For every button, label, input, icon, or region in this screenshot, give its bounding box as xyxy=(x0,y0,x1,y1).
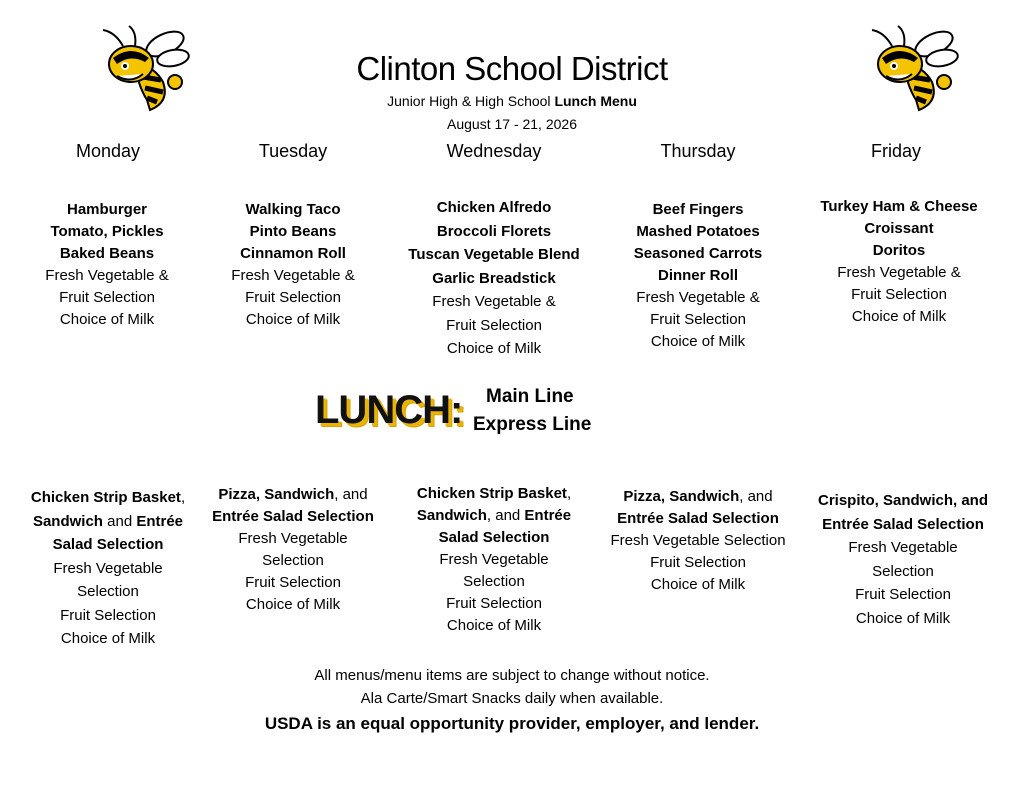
day-header-wednesday: Wednesday xyxy=(446,141,542,161)
express-line-wednesday xyxy=(394,483,594,637)
menu-item: Selection xyxy=(262,552,324,569)
menu-item: Sandwich xyxy=(32,512,103,530)
menu-item: Doritos xyxy=(872,242,926,259)
lunch-banner-word: LUNCH: xyxy=(315,388,463,432)
menu-item: Choice of Milk xyxy=(60,630,156,647)
main-line-label: Main Line xyxy=(486,386,574,407)
menu-item: Entrée xyxy=(524,507,572,524)
menu-item: Entrée Salad Selection xyxy=(822,515,984,533)
menu-item: Chicken Strip Basket xyxy=(416,485,567,502)
menu-item: Fruit Selection xyxy=(650,554,746,571)
menu-item: Chicken Strip Basket xyxy=(30,489,181,506)
menu-item: Mashed Potatoes xyxy=(636,223,760,240)
menu-item: Walking Taco xyxy=(245,201,341,218)
menu-item: Pizza, Sandwich xyxy=(218,486,335,503)
menu-item: Garlic Breadstick xyxy=(432,269,556,287)
menu-item: Entrée xyxy=(136,512,184,530)
menu-item: Cinnamon Roll xyxy=(240,245,346,262)
page-title: Clinton School District xyxy=(356,50,668,87)
menu-item: Pinto Beans xyxy=(249,223,337,240)
menu-item: Fruit Selection xyxy=(650,311,746,328)
menu-item: Beef Fingers xyxy=(652,201,744,218)
main-line-wednesday xyxy=(394,196,594,361)
day-header-tuesday: Tuesday xyxy=(258,141,328,161)
menu-item: Fresh Vegetable Selection xyxy=(610,532,786,549)
menu-item: Choice of Milk xyxy=(650,333,746,350)
subtitle-prefix: Junior High & High School xyxy=(387,93,555,109)
menu-item: Fruit Selection xyxy=(245,574,341,591)
menu-item: Fruit Selection xyxy=(855,586,951,603)
menu-item: Fruit Selection xyxy=(245,289,341,306)
menu-item: Tomato, Pickles xyxy=(50,223,164,240)
menu-item: Fresh Vegetable & xyxy=(636,289,760,306)
menu-item: Entrée Salad Selection xyxy=(212,508,374,525)
menu-item: Fresh Vegetable & xyxy=(45,267,169,284)
menu-item-sep: , xyxy=(180,489,186,506)
menu-item: Fruit Selection xyxy=(60,606,156,624)
menu-item: Broccoli Florets xyxy=(436,222,552,240)
main-line-tuesday xyxy=(193,199,393,331)
main-line-friday xyxy=(799,196,999,328)
menu-item: Fresh Vegetable xyxy=(439,551,549,568)
main-line-thursday xyxy=(598,199,798,353)
menu-item: Turkey Ham & Cheese xyxy=(820,198,978,215)
express-line-label: Express Line xyxy=(473,414,592,435)
menu-item: Hamburger xyxy=(66,201,148,218)
menu-item-sep: , and xyxy=(486,507,525,524)
footer-notice: All menus/menu items are subject to change without notice. xyxy=(314,667,710,684)
menu-item: Chicken Alfredo xyxy=(436,199,552,216)
menu-item-sep: , and xyxy=(739,488,773,505)
menu-item: Fresh Vegetable xyxy=(53,559,163,577)
express-line-tuesday xyxy=(193,484,393,616)
subtitle-bold: Lunch Menu xyxy=(554,93,637,109)
menu-item: Fresh Vegetable xyxy=(848,539,958,556)
menu-item: Dinner Roll xyxy=(657,267,738,284)
menu-item: Seasoned Carrots xyxy=(633,245,763,262)
menu-item-sep: and xyxy=(102,512,137,530)
menu-item: Fresh Vegetable & xyxy=(837,264,961,281)
menu-item: Choice of Milk xyxy=(59,311,155,328)
menu-item: Fresh Vegetable & xyxy=(432,293,556,310)
day-header-monday: Monday xyxy=(75,141,141,161)
menu-item: Baked Beans xyxy=(59,245,155,262)
menu-item: Fruit Selection xyxy=(446,316,542,334)
menu-item-sep: , and xyxy=(334,486,368,503)
day-header-friday: Friday xyxy=(870,141,921,161)
main-line-monday xyxy=(7,199,207,331)
menu-item: Selection xyxy=(77,583,139,600)
menu-item: Crispito, Sandwich, and xyxy=(817,492,989,509)
menu-item: Salad Selection xyxy=(52,536,164,553)
menu-item: Choice of Milk xyxy=(855,609,951,627)
menu-item: Fresh Vegetable xyxy=(238,530,348,547)
menu-item: Salad Selection xyxy=(438,529,550,546)
footer-usda: USDA is an equal opportunity provider, employer, and lender. xyxy=(264,714,760,733)
menu-item: Fruit Selection xyxy=(446,595,542,612)
menu-item: Choice of Milk xyxy=(446,340,542,357)
menu-item: Choice of Milk xyxy=(650,576,746,593)
menu-item: Selection xyxy=(872,562,934,580)
menu-item-sep: , xyxy=(566,485,572,502)
menu-item: Choice of Milk xyxy=(245,596,341,613)
express-line-friday xyxy=(803,489,1003,630)
menu-item: Croissant xyxy=(864,220,934,237)
menu-item: Tuscan Vegetable Blend xyxy=(408,246,580,263)
menu-subtitle xyxy=(0,93,1024,109)
footer-snacks: Ala Carte/Smart Snacks daily when available. xyxy=(360,690,664,707)
menu-item: Fruit Selection xyxy=(851,286,947,303)
menu-item: Fresh Vegetable & xyxy=(231,267,355,284)
menu-item: Choice of Milk xyxy=(851,308,947,325)
menu-dates: August 17 - 21, 2026 xyxy=(447,116,577,132)
express-line-thursday xyxy=(598,486,798,596)
menu-item: Choice of Milk xyxy=(446,617,542,634)
day-header-thursday: Thursday xyxy=(660,141,736,161)
menu-item: Choice of Milk xyxy=(245,311,341,328)
menu-item: Fruit Selection xyxy=(59,289,155,306)
menu-item: Sandwich xyxy=(416,507,487,524)
menu-item: Pizza, Sandwich xyxy=(623,488,740,505)
menu-item: Entrée Salad Selection xyxy=(617,510,779,527)
menu-item: Selection xyxy=(463,573,525,590)
express-line-monday xyxy=(8,486,208,651)
